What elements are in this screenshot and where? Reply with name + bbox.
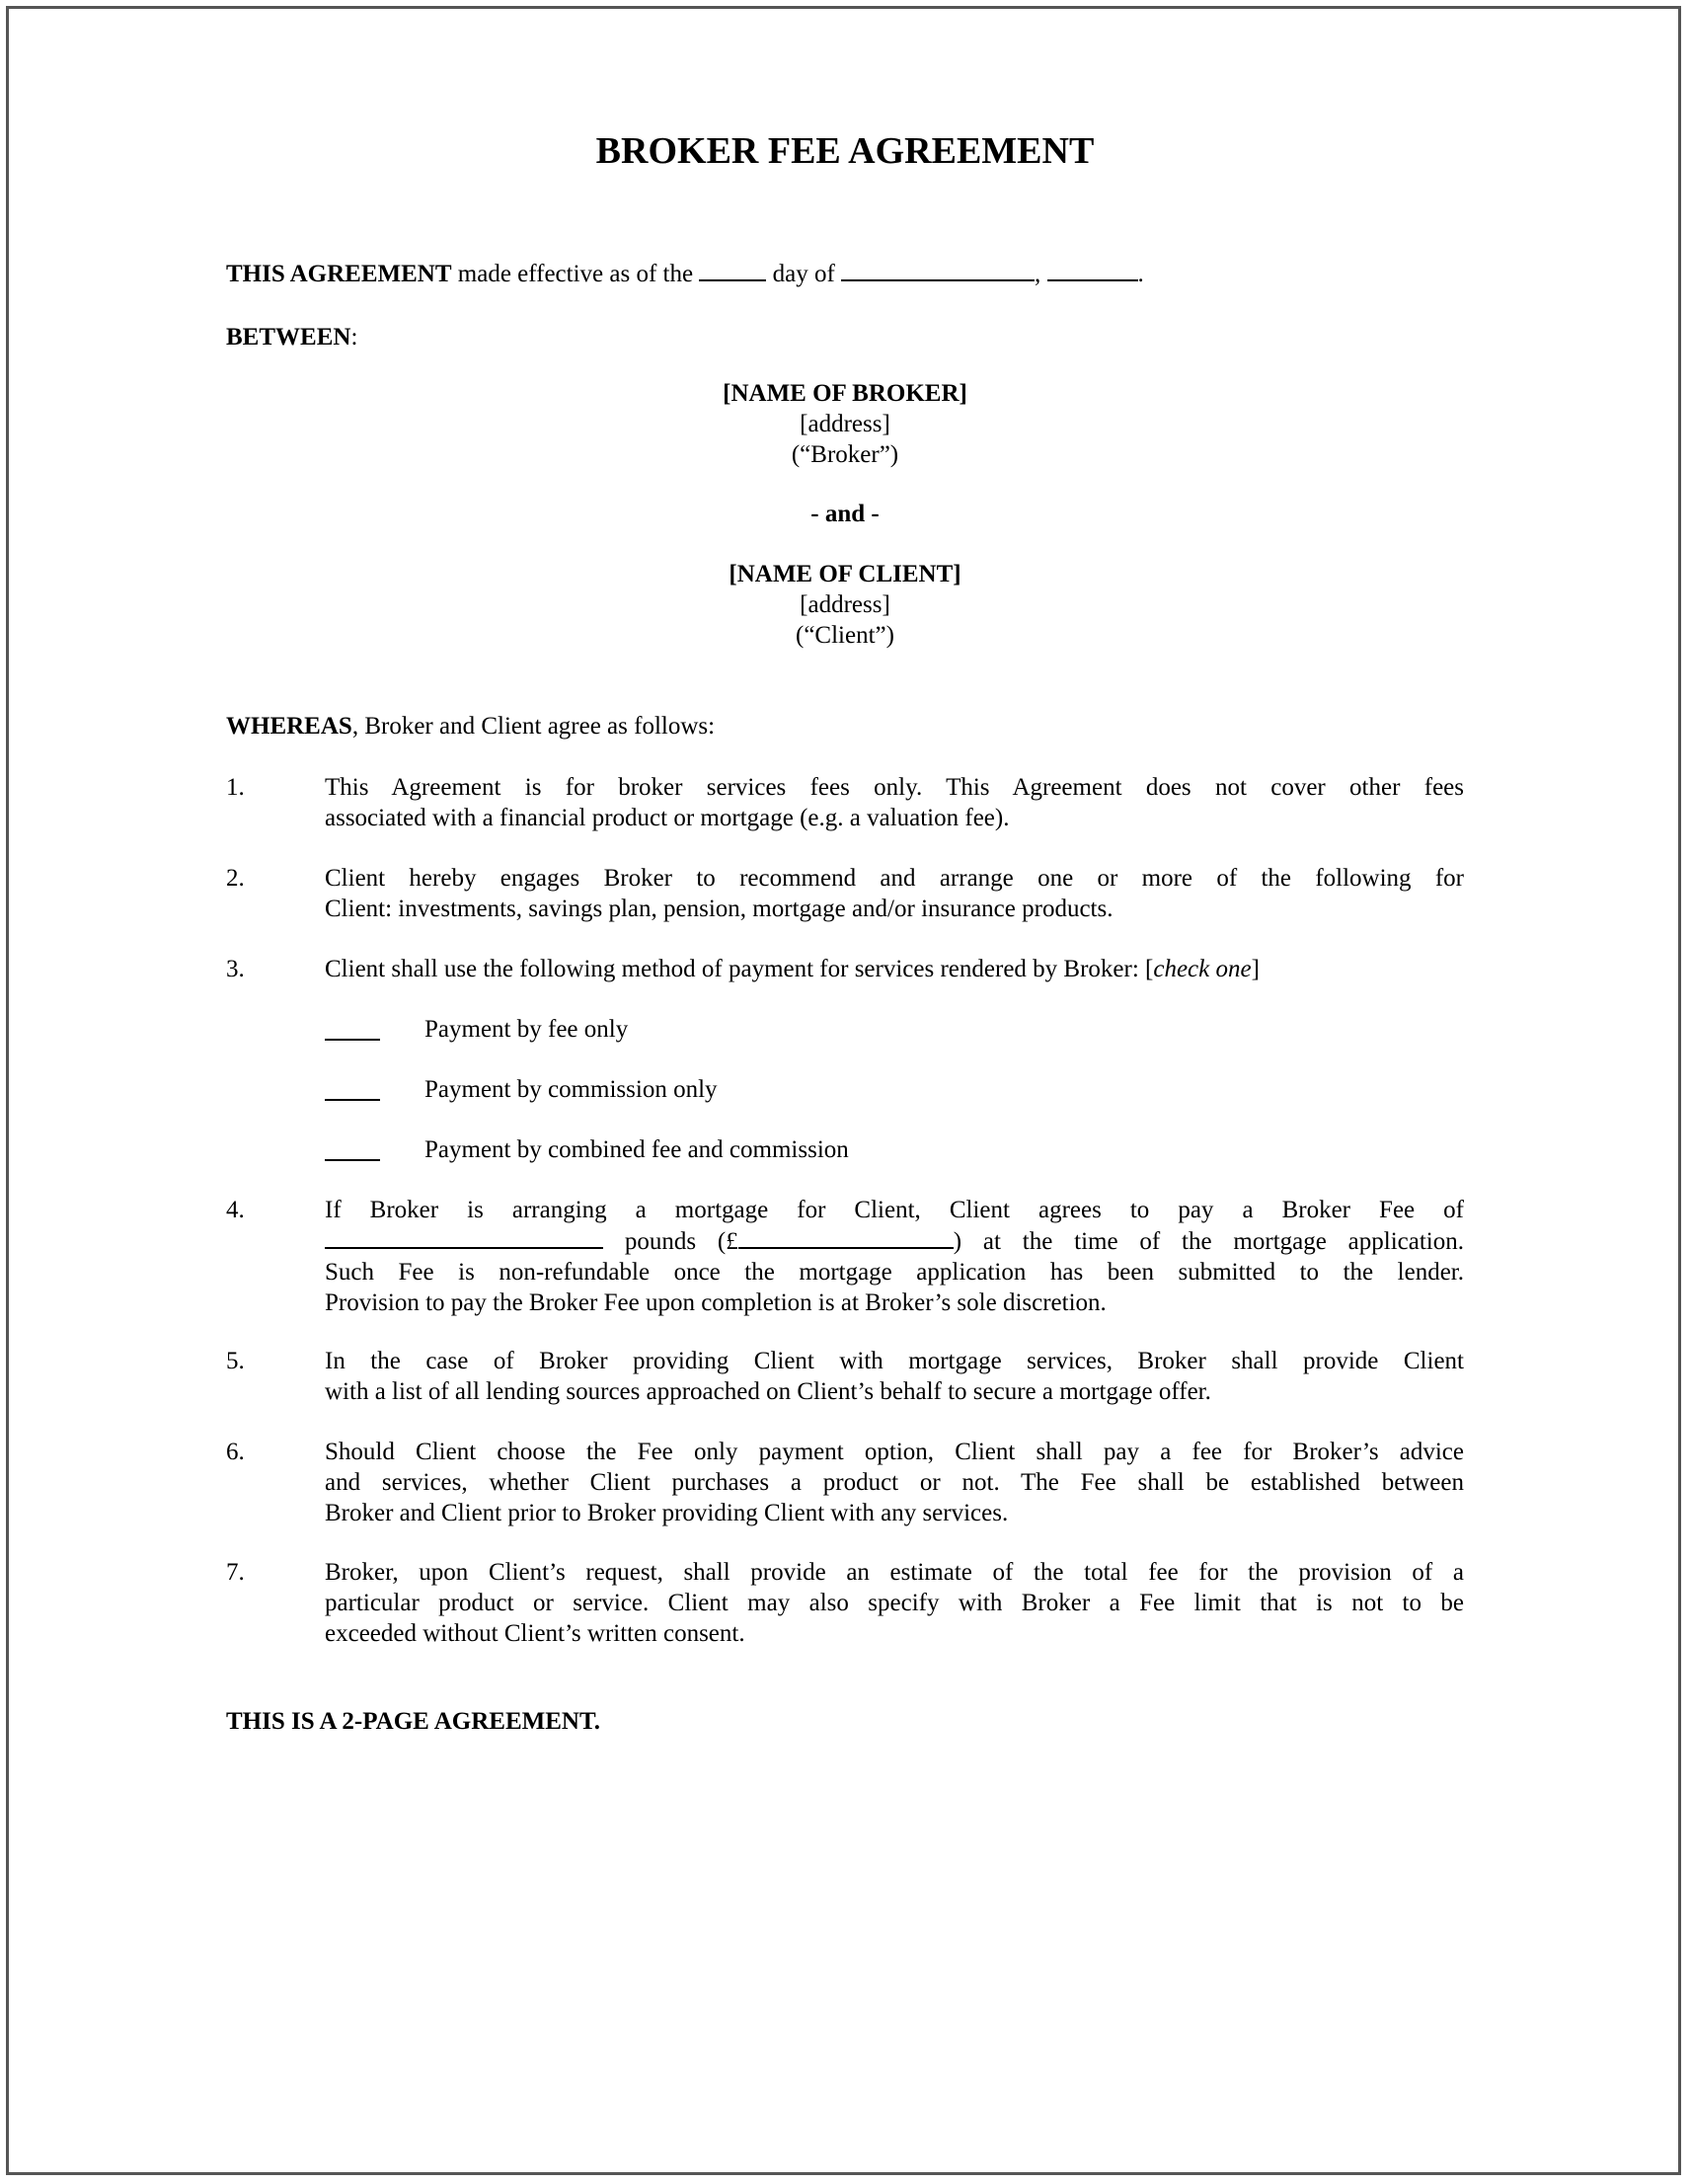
fee-amount-blank[interactable]: [738, 1225, 954, 1249]
option-combined-blank[interactable]: [325, 1159, 380, 1161]
whereas-text: , Broker and Client agree as follows:: [351, 713, 716, 740]
clause-6-line-1: Should Client choose the Fee only payment option, Client shall pay a fee for Broker’s advice: [325, 1439, 1464, 1465]
intro-period: .: [1137, 261, 1144, 287]
clause-2-text: [325, 863, 1464, 924]
broker-address: [address]: [800, 411, 890, 437]
clause-7-line-3: exceeded without Client’s written consent.: [325, 1620, 745, 1647]
fee-words-blank[interactable]: [325, 1225, 603, 1249]
clause-4-line-2: [325, 1225, 1464, 1257]
clause-3-main: Client shall use the following method of payment for services rendered by Broker: [: [325, 956, 1154, 982]
clause-6-line-3: Broker and Client prior to Broker providing Client with any services.: [325, 1500, 1009, 1526]
option-commission-only-blank[interactable]: [325, 1099, 380, 1101]
clause-7-number: 7.: [226, 1559, 245, 1586]
whereas-line: [226, 711, 715, 741]
clause-4-text: [325, 1195, 1464, 1318]
clause-2-line-1: Client hereby engages Broker to recommend and arrange one or more of the following for: [325, 865, 1464, 892]
clause-5-line-2: with a list of all lending sources approached on Client’s behalf to secure a mortgage offer.: [325, 1378, 1211, 1405]
option-combined-label: Payment by combined fee and commission: [424, 1136, 849, 1163]
clause-2-line-2: Client: investments, savings plan, pension, mortgage and/or insurance products.: [325, 896, 1114, 922]
intro-lead-text: made effective as of the: [451, 261, 694, 287]
client-address: [address]: [800, 591, 890, 618]
clause-4-line-2-end: ) at the time of the mortgage application.: [953, 1228, 1464, 1255]
clause-1-line-1: This Agreement is for broker services fees only. This Agreement does not cover other fees: [325, 774, 1464, 801]
clause-1-text: [325, 772, 1464, 833]
client-name: [NAME OF CLIENT]: [729, 561, 961, 587]
between-line: [226, 322, 357, 352]
clause-6-text: [325, 1437, 1464, 1528]
option-fee-only-blank[interactable]: [325, 1039, 380, 1041]
document-title: BROKER FEE AGREEMENT: [595, 130, 1095, 172]
clause-3-close: ]: [1251, 956, 1260, 982]
clause-4-line-3: Such Fee is non-refundable once the mortgage application has been submitted to the lender.: [325, 1259, 1464, 1286]
clause-5-line-1: In the case of Broker providing Client with mortgage services, Broker shall provide Client: [325, 1348, 1464, 1374]
intro-lead: THIS AGREEMENT: [226, 261, 452, 287]
option-commission-only-label: Payment by commission only: [424, 1076, 718, 1103]
between-colon: :: [350, 324, 358, 351]
broker-alias: (“Broker”): [791, 441, 899, 468]
clause-5-text: [325, 1346, 1464, 1407]
clause-3-number: 3.: [226, 956, 245, 982]
clause-7-text: [325, 1557, 1464, 1649]
intro-line: [226, 258, 1144, 289]
client-alias: (“Client”): [796, 622, 894, 649]
year-blank[interactable]: [1047, 258, 1138, 281]
clause-4-line-1: If Broker is arranging a mortgage for Client, Client agrees to pay a Broker Fee of: [325, 1197, 1464, 1223]
clause-1-line-2: associated with a financial product or mortgage (e.g. a valuation fee).: [325, 805, 1010, 831]
month-blank[interactable]: [841, 258, 1035, 281]
clause-4-number: 4.: [226, 1197, 245, 1223]
clause-6-number: 6.: [226, 1439, 245, 1465]
clause-5-number: 5.: [226, 1348, 245, 1374]
day-blank[interactable]: [699, 258, 766, 281]
clause-7-line-1: Broker, upon Client’s request, shall provide an estimate of the total fee for the provision of a: [325, 1559, 1464, 1586]
clause-6-line-2: and services, whether Client purchases a product or not. The Fee shall be established between: [325, 1469, 1464, 1496]
intro-day-of: day of: [766, 261, 842, 287]
clause-7-line-2: particular product or service. Client may also specify with Broker a Fee limit that is not to be: [325, 1590, 1464, 1616]
clause-3-text: [325, 954, 1260, 984]
clause-3-check-one: check one: [1153, 956, 1252, 982]
and-separator: - and -: [810, 501, 880, 527]
intro-comma: ,: [1035, 261, 1041, 287]
clause-4-line-4: Provision to pay the Broker Fee upon completion is at Broker’s sole discretion.: [325, 1289, 1107, 1316]
broker-name: [NAME OF BROKER]: [723, 380, 967, 407]
closing-note: THIS IS A 2-PAGE AGREEMENT.: [226, 1708, 601, 1735]
clause-2-number: 2.: [226, 865, 245, 892]
clause-1-number: 1.: [226, 774, 245, 801]
between-label: BETWEEN: [226, 324, 351, 351]
clause-4-pounds: pounds (£: [603, 1228, 738, 1255]
option-fee-only-label: Payment by fee only: [424, 1016, 629, 1043]
whereas-label: WHEREAS: [226, 713, 352, 740]
